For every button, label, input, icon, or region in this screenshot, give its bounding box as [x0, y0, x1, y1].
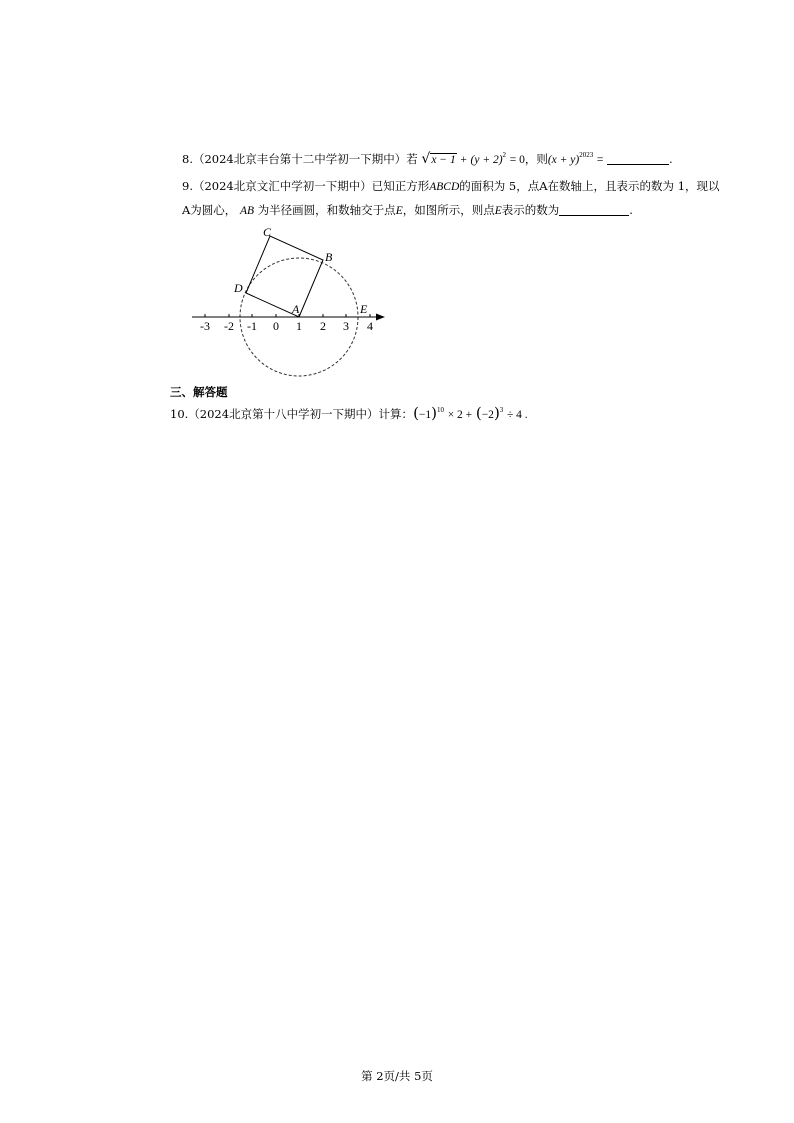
q8-plus: + — [460, 154, 467, 166]
page-footer: 第 2页/共 5页 — [361, 1069, 433, 1083]
q9-answer-blank — [559, 203, 629, 216]
q8-answer-blank — [607, 152, 669, 165]
q8-then: ，则 — [524, 152, 548, 166]
tick-label: 0 — [273, 319, 279, 333]
q10-neg-2: −2 — [481, 409, 494, 421]
q9-number: 9. — [182, 179, 193, 193]
q8-paren-xy: (x + y) — [547, 154, 580, 166]
q8-exp-2023: 2023 — [579, 151, 594, 159]
q10-exp-10: 10 — [437, 406, 445, 414]
q8-paren-y: (y + 2) — [470, 154, 503, 166]
q9-text1: 的面积为 5，点A在数轴上，且表示的数为 1，现以 — [459, 179, 720, 193]
q9-ab: AB — [239, 205, 255, 217]
point-label-e: E — [360, 302, 368, 316]
q9-period: . — [629, 203, 633, 217]
point-label-d: D — [234, 281, 243, 295]
q9-line2-a: A为圆心， — [182, 203, 237, 217]
question-9-line-2 — [182, 202, 633, 219]
q9-abcd: ABCD — [429, 181, 460, 193]
q8-period: . — [669, 152, 673, 166]
q9-line2-c: ，如图所示，则点 — [402, 203, 495, 217]
q10-times-2: × 2 + — [447, 409, 473, 421]
point-label-b: B — [325, 250, 333, 264]
tick-label: 2 — [320, 319, 326, 333]
q9-source: （2024北京文汇中学初一下期中）已知正方形 — [192, 179, 430, 193]
tick-label: 1 — [296, 319, 302, 333]
q8-number: 8. — [182, 152, 193, 166]
q8-equals: = — [596, 154, 604, 166]
question-9-line-1 — [182, 178, 720, 195]
question-8 — [182, 151, 673, 169]
sqrt-symbol: √ — [421, 151, 431, 167]
q9-e2: E — [494, 205, 502, 217]
q10-number: 10. — [170, 407, 189, 421]
tick-label: -2 — [224, 319, 234, 333]
section-heading: 三、解答题 — [170, 385, 228, 399]
tick-label: -3 — [200, 319, 210, 333]
q8-radicand: x − 1 — [431, 154, 456, 166]
question-10 — [170, 405, 528, 424]
point-label-c: C — [263, 225, 272, 239]
q8-square-exp: 2 — [502, 151, 507, 159]
q10-neg-1: −1 — [418, 409, 432, 421]
q8-source: （2024北京丰台第十二中学初一下期中）若 — [192, 152, 418, 166]
q9-line2-d: 表示的数为 — [501, 203, 560, 217]
tick-label: -1 — [247, 319, 257, 333]
q10-lparen-2: ( — [475, 404, 482, 422]
point-label-a: A — [292, 302, 300, 316]
q9-e1: E — [395, 205, 403, 217]
q10-source: （2024北京第十八中学初一下期中）计算： — [188, 407, 414, 421]
q10-rparen-2: ) — [493, 404, 500, 422]
q10-exp-3: 3 — [499, 406, 504, 414]
geometry-figure — [188, 222, 398, 382]
tick-label: 4 — [367, 319, 373, 333]
q10-rparen-1: ) — [431, 404, 438, 422]
axis-arrow-icon — [376, 314, 385, 321]
tick-label: 3 — [343, 319, 349, 333]
q10-lparen-1: ( — [413, 404, 419, 422]
q8-eq-zero: = 0 — [509, 154, 525, 166]
square-abcd — [246, 236, 323, 317]
q10-div-4: ÷ 4 . — [506, 409, 528, 421]
q9-line2-b: 为半径画圆，和数轴交于点 — [257, 203, 396, 217]
